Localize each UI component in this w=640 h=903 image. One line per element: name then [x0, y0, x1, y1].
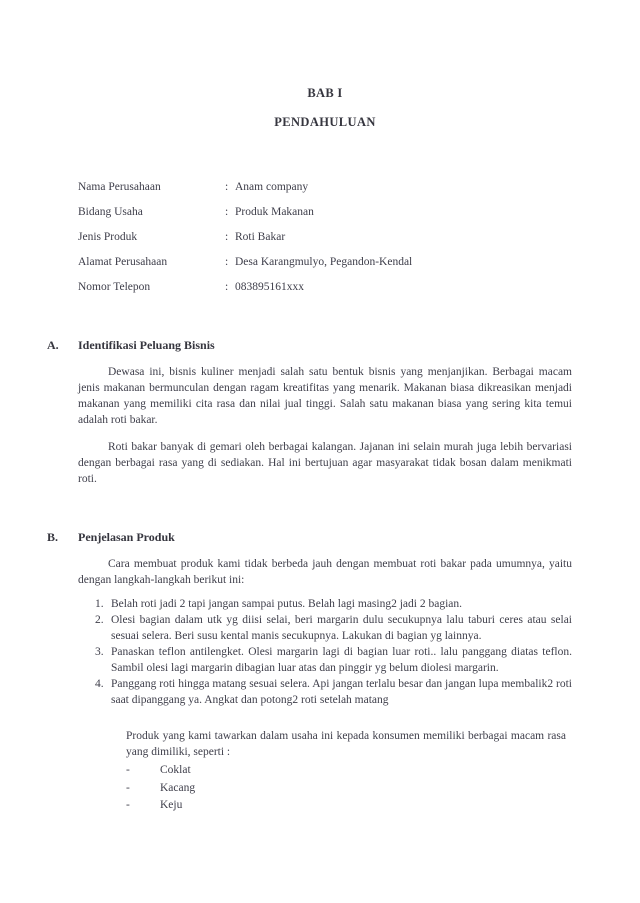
flavor-bullet: -	[126, 764, 130, 776]
info-value: Roti Bakar	[235, 231, 286, 243]
info-colon: :	[225, 206, 229, 218]
info-row-phone-number	[78, 275, 572, 300]
step-text: Panggang roti hingga matang sesuai selera. Api jangan terlalu besar dan jangan lupa membalik2 roti saat dipanggang ya. Angkat dan potong2 roti setelah matang	[111, 678, 572, 706]
flavor-item-kacang	[126, 780, 572, 798]
info-value: Produk Makanan	[235, 206, 314, 218]
info-label: Nomor Telepon	[78, 281, 151, 293]
chapter-title: BAB I	[307, 86, 343, 100]
recipe-step-4	[78, 676, 572, 708]
info-row-company-address	[78, 250, 572, 275]
info-label: Bidang Usaha	[78, 206, 143, 218]
document-content	[47, 0, 572, 815]
step-number: 2.	[95, 614, 104, 626]
step-number: 1.	[95, 598, 104, 610]
flavor-name: Kacang	[160, 781, 196, 794]
product-flavors-intro: Produk yang kami tawarkan dalam usaha ini kepada konsumen memiliki berbagai macam rasa yang dimiliki, seperti :	[126, 730, 566, 758]
info-row-business-field	[78, 200, 572, 225]
info-colon: :	[225, 231, 229, 243]
flavor-list	[126, 762, 572, 815]
step-text: Olesi bagian dalam utk yg diisi selai, beri margarin dulu secukupnya lalu taburi ceres atau selai sesuai selera. Beri susu kental manis secukupnya. Lakukan di bagian yg lainnya.	[111, 614, 572, 642]
section-a-title: Identifikasi Peluang Bisnis	[78, 338, 215, 352]
info-colon: :	[225, 181, 229, 193]
info-colon: :	[225, 256, 229, 268]
flavor-name: Keju	[160, 799, 183, 811]
step-number: 3.	[95, 646, 104, 658]
recipe-step-3	[78, 644, 572, 676]
recipe-step-1	[78, 596, 572, 612]
step-text: Panaskan teflon antilengket. Olesi margarin lagi di bagian luar roti.. lalu panggang diatas teflon. Sambil olesi lagi margarin dibagian luar atas dan pinggir yg belum diolesi margarin.	[111, 646, 572, 674]
recipe-step-2	[78, 612, 572, 644]
section-b-intro: Cara membuat produk kami tidak berbeda jauh dengan membuat roti bakar pada umumnya, yaitu dengan langkah-langkah berikut ini:	[78, 558, 572, 586]
info-colon: :	[225, 281, 229, 293]
flavor-bullet: -	[126, 781, 130, 794]
section-b-title: Penjelasan Produk	[78, 530, 175, 544]
step-number: 4.	[95, 678, 104, 690]
flavor-bullet: -	[126, 799, 130, 811]
chapter-subtitle: PENDAHULUAN	[274, 115, 376, 129]
section-a-paragraph-2: Roti bakar banyak di gemari oleh berbagai kalangan. Jajanan ini selain murah juga lebih bervariasi dengan berbagai rasa yang di sediakan. Hal ini bertujuan agar masyarakat tidak bosan dalam menikmati roti.	[78, 441, 572, 485]
info-label: Nama Perusahaan	[78, 181, 161, 193]
info-row-company-name	[78, 175, 572, 200]
section-b-letter: B.	[47, 530, 59, 544]
info-value: 083895161xxx	[235, 281, 304, 293]
flavor-item-coklat	[126, 762, 572, 780]
section-b-heading	[47, 529, 572, 545]
info-label: Alamat Perusahaan	[78, 256, 168, 268]
section-a-paragraph-1: Dewasa ini, bisnis kuliner menjadi salah satu bentuk bisnis yang menjanjikan. Berbagai macam jenis makanan bermunculan dengan ragam kreatifitas yang menarik. Makanan biasa dikreasikan menjadi makanan yang memiliki cita rasa dan nilai jual tinggi. Salah satu makanan biasa yang sering kita temui adalah roti bakar.	[78, 366, 572, 426]
recipe-steps-list	[78, 596, 572, 708]
flavor-item-keju	[126, 797, 572, 815]
step-text: Belah roti jadi 2 tapi jangan sampai putus. Belah lagi masing2 jadi 2 bagian.	[111, 598, 462, 610]
section-a-heading	[47, 337, 572, 353]
info-value: Desa Karangmulyo, Pegandon-Kendal	[235, 256, 413, 268]
info-label: Jenis Produk	[78, 231, 138, 243]
info-row-product-type	[78, 225, 572, 250]
info-value: Anam company	[235, 181, 309, 193]
section-a-letter: A.	[47, 338, 59, 352]
company-info-list	[78, 175, 572, 300]
flavor-name: Coklat	[160, 764, 191, 776]
